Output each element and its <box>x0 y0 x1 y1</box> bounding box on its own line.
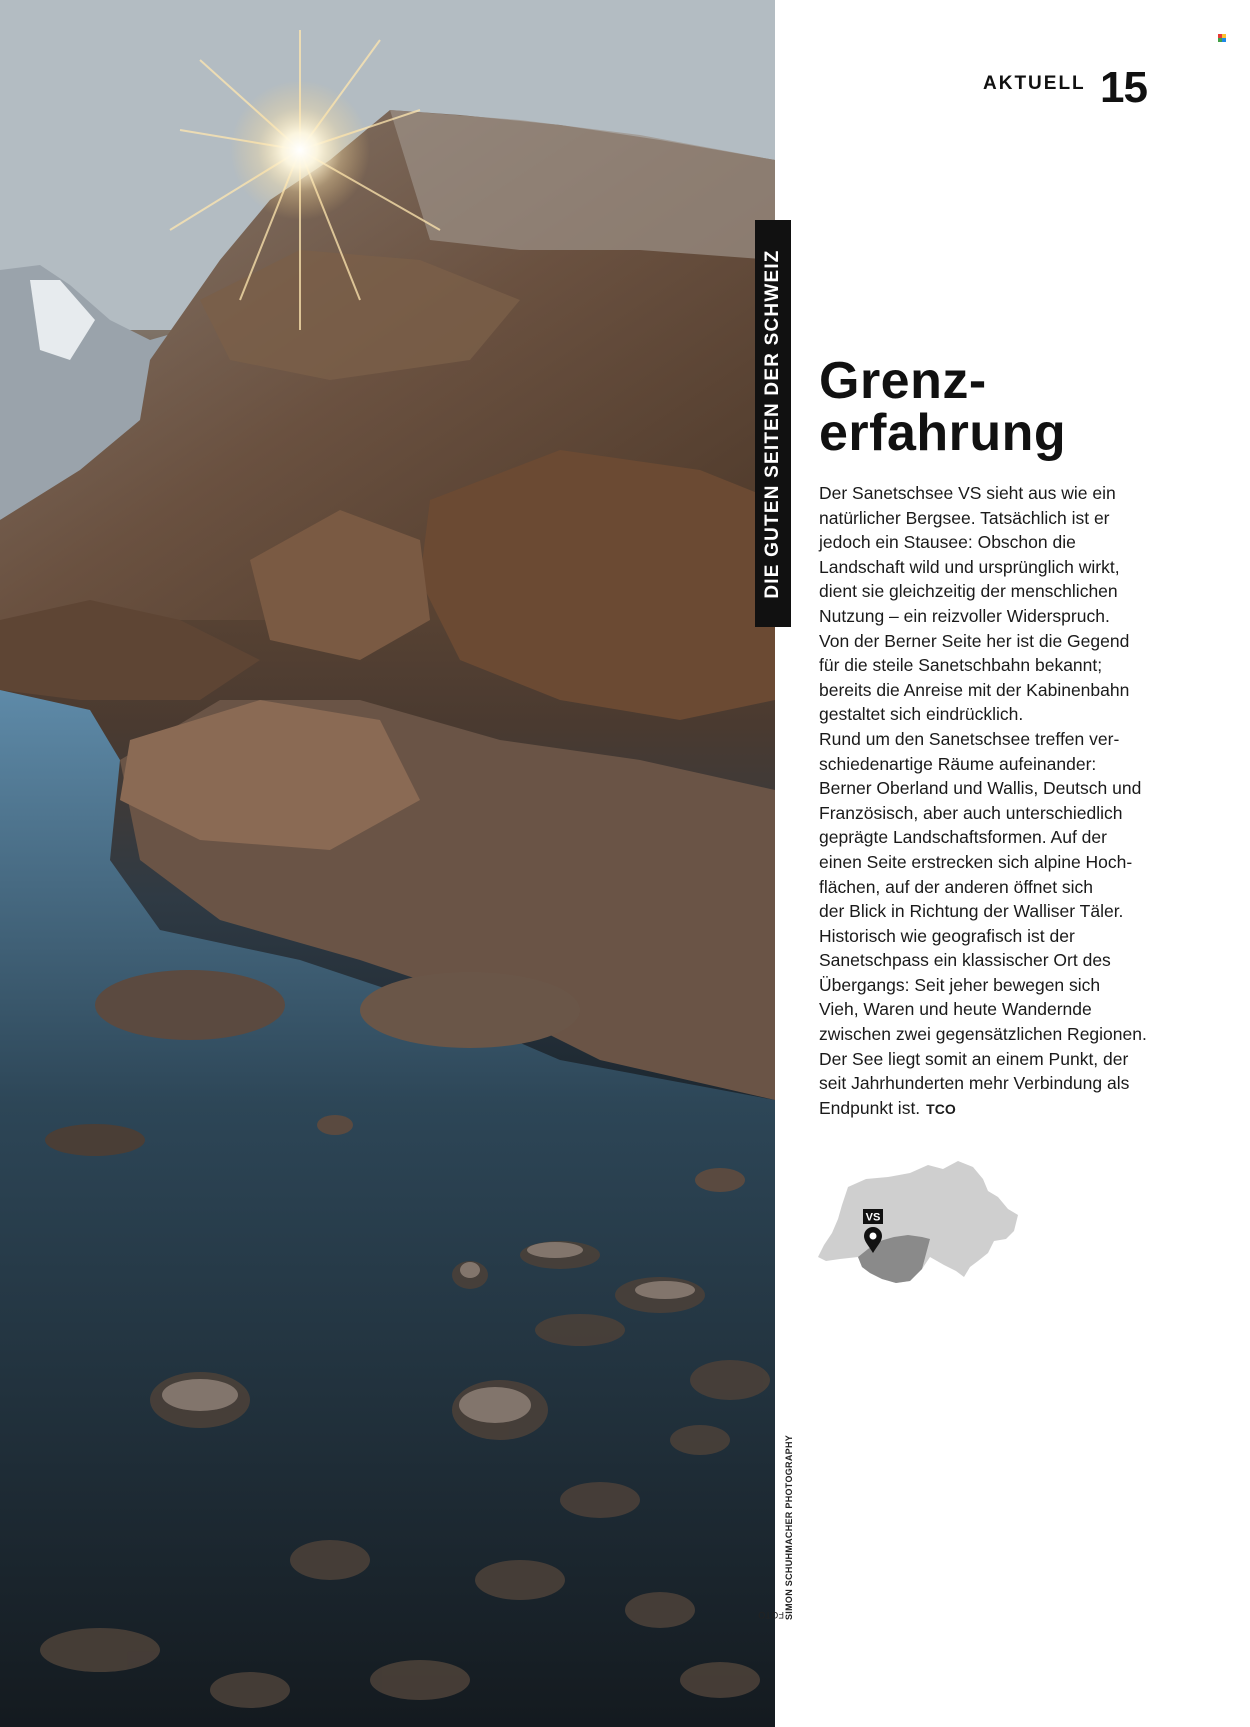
page-number: 15 <box>1100 63 1147 112</box>
color-mark-icon <box>1218 34 1226 42</box>
section-title: AKTUELL <box>983 73 1086 94</box>
body-line <box>819 1096 1191 1122</box>
article-headline <box>819 352 1219 462</box>
body-line: Historisch wie geografisch ist der <box>819 925 1075 946</box>
body-line: zwischen zwei gegensätzlichen Regionen. <box>819 1024 1147 1045</box>
body-line: Berner Oberland und Wallis, Deutsch und <box>819 778 1142 799</box>
article-body <box>819 481 1191 1121</box>
body-line: schiedenartige Räume aufeinander: <box>819 753 1097 774</box>
photo-credit-prefix: FOTO <box>757 1610 784 1620</box>
body-line: seit Jahrhunderten mehr Verbindung als <box>819 1073 1130 1094</box>
headline-line: erfahrung <box>819 404 1067 462</box>
body-line: geprägte Landschaftsformen. Auf der <box>819 827 1107 848</box>
body-line: Der See liegt somit an einem Punkt, der <box>819 1048 1129 1069</box>
body-line: Von der Berner Seite her ist die Gegend <box>819 630 1130 651</box>
body-line: Französisch, aber auch unterschiedlich <box>819 802 1123 823</box>
switzerland-locator-map <box>818 1157 1020 1291</box>
body-line: Sanetschpass ein klassischer Ort des <box>819 950 1111 971</box>
body-line: Nutzung – ein reizvoller Widerspruch. <box>819 605 1110 626</box>
body-line: einen Seite erstrecken sich alpine Hoch- <box>819 851 1133 872</box>
body-line: Vieh, Waren und heute Wandernde <box>819 999 1092 1020</box>
body-line: der Blick in Richtung der Walliser Täler. <box>819 901 1124 922</box>
body-line: natürlicher Bergsee. Tatsächlich ist er <box>819 507 1110 528</box>
body-line: Der Sanetschsee VS sieht aus wie ein <box>819 483 1116 503</box>
body-line: Landschaft wild und ursprünglich wirkt, <box>819 556 1120 577</box>
body-line: jedoch ein Stausee: Obschon die <box>819 532 1076 553</box>
body-line: gestaltet sich eindrücklich. <box>819 704 1024 725</box>
series-label <box>755 220 791 627</box>
series-label-text: DIE GUTEN SEITEN DER SCHWEIZ <box>762 248 783 599</box>
body-line: Übergangs: Seit jeher bewegen sich <box>819 974 1101 995</box>
body-line: dient sie gleichzeitig der menschlichen <box>819 581 1118 602</box>
author-initials: TCO <box>926 1100 956 1117</box>
photo-credit-name: SIMON SCHUHMACHER PHOTOGRAPHY <box>784 1434 794 1620</box>
photo-credit <box>757 1434 798 1634</box>
body-line: für die steile Sanetschbahn bekannt; <box>819 655 1103 676</box>
body-line-text: Endpunkt ist. <box>819 1097 921 1118</box>
body-line: flächen, auf der anderen öffnet sich <box>819 876 1094 897</box>
body-line: bereits die Anreise mit der Kabinenbahn <box>819 679 1130 700</box>
headline-line: Grenz- <box>819 352 987 410</box>
canton-label: VS <box>865 1211 881 1224</box>
body-line: Rund um den Sanetschsee treffen ver- <box>819 728 1120 749</box>
